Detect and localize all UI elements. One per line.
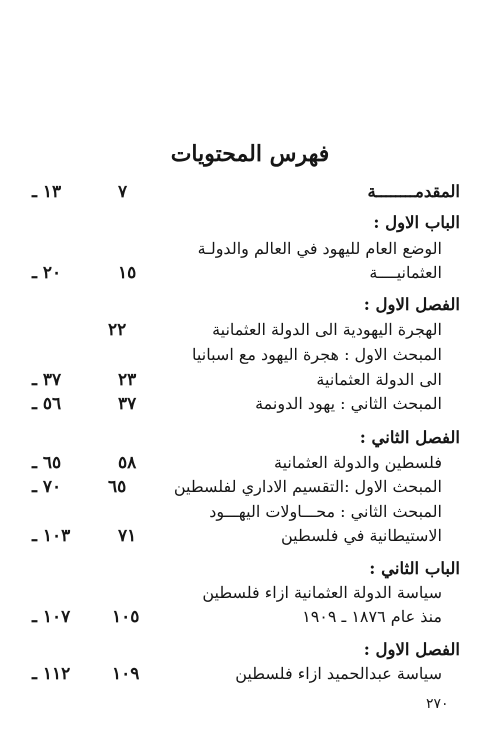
toc-row <box>0 260 500 286</box>
toc-row <box>0 499 500 525</box>
toc-entry-start-page: ٧١ <box>118 526 137 546</box>
toc-entry-text: المبحث الاول : هجرة اليهود مع اسبانيا <box>192 345 442 364</box>
toc-entry-text: المبحث الثاني : يهود الدونمة <box>255 394 442 413</box>
toc-row <box>0 179 500 205</box>
toc-row <box>0 604 500 630</box>
toc-entry-start-page: ١٠٥ <box>112 607 140 627</box>
toc-entry-page-range: ٢٠ ـ <box>32 263 62 283</box>
toc-row <box>0 580 500 606</box>
toc-entry-start-page: ٦٥ <box>108 477 127 497</box>
toc-entry-text: الفصل الاول : <box>363 295 460 314</box>
toc-row <box>0 450 500 476</box>
toc-row <box>0 661 500 687</box>
toc-row <box>0 425 500 451</box>
toc-entry-start-page: ٢٣ <box>118 370 137 390</box>
page-number: ٢٧٠ <box>426 696 449 712</box>
toc-row <box>0 342 500 368</box>
toc-entry-text: المبحث الاول :التقسيم الاداري لفلسطين <box>173 477 442 496</box>
toc-entry-page-range: ١٠٣ ـ <box>32 526 71 546</box>
toc-row <box>0 523 500 549</box>
toc-entry-start-page: ٢٢ <box>108 320 127 340</box>
toc-entry-text: المقدمــــــــة <box>367 182 460 201</box>
toc-entry-start-page: ١٠٩ <box>112 664 140 684</box>
toc-entry-text: الوضع العام لليهود في العالم والدولـة <box>197 239 442 258</box>
toc-entry-text: منذ عام ١٨٧٦ ـ ١٩٠٩ <box>302 607 442 626</box>
toc-entry-page-range: ٥٦ ـ <box>32 394 62 414</box>
toc-entry-text: الفصل الاول : <box>363 640 460 659</box>
toc-entry-start-page: ١٥ <box>118 263 137 283</box>
toc-row <box>0 292 500 318</box>
toc-entry-text: العثمانيــــة <box>369 263 442 282</box>
toc-row <box>0 236 500 262</box>
toc-entry-page-range: ٣٧ ـ <box>32 370 62 390</box>
toc-row <box>0 210 500 236</box>
toc-entry-page-range: ١٣ ـ <box>32 182 62 202</box>
toc-entry-start-page: ٧ <box>118 182 128 202</box>
toc-row <box>0 556 500 582</box>
toc-entry-start-page: ٥٨ <box>118 453 137 473</box>
toc-row <box>0 474 500 500</box>
toc-entry-page-range: ٦٥ ـ <box>32 453 62 473</box>
toc-entry-text: الاستيطانية في فلسطين <box>281 526 442 545</box>
toc-entry-text: الهجرة اليهودية الى الدولة العثمانية <box>212 320 442 339</box>
toc-entry-page-range: ١١٢ ـ <box>32 664 71 684</box>
toc-entry-page-range: ١٠٧ ـ <box>32 607 71 627</box>
toc-row <box>0 637 500 663</box>
toc-entry-text: الى الدولة العثمانية <box>316 370 442 389</box>
toc-entry-text: فلسطين والدولة العثمانية <box>274 453 442 472</box>
toc-entry-text: الباب الاول : <box>373 213 460 232</box>
toc-row <box>0 317 500 343</box>
toc-row <box>0 367 500 393</box>
page-title: فهرس المحتويات <box>170 141 330 167</box>
toc-entry-text: الفصل الثاني : <box>359 428 460 447</box>
toc-entry-text: سياسة عبدالحميد ازاء فلسطين <box>235 664 442 683</box>
toc-entry-page-range: ٧٠ ـ <box>32 477 62 497</box>
toc-entry-text: المبحث الثاني : محـــاولات اليهـــود <box>209 502 442 521</box>
toc-entry-text: سياسة الدولة العثمانية ازاء فلسطين <box>202 583 442 602</box>
toc-entry-start-page: ٣٧ <box>118 394 137 414</box>
toc-row <box>0 391 500 417</box>
toc-entry-text: الباب الثاني : <box>369 559 460 578</box>
